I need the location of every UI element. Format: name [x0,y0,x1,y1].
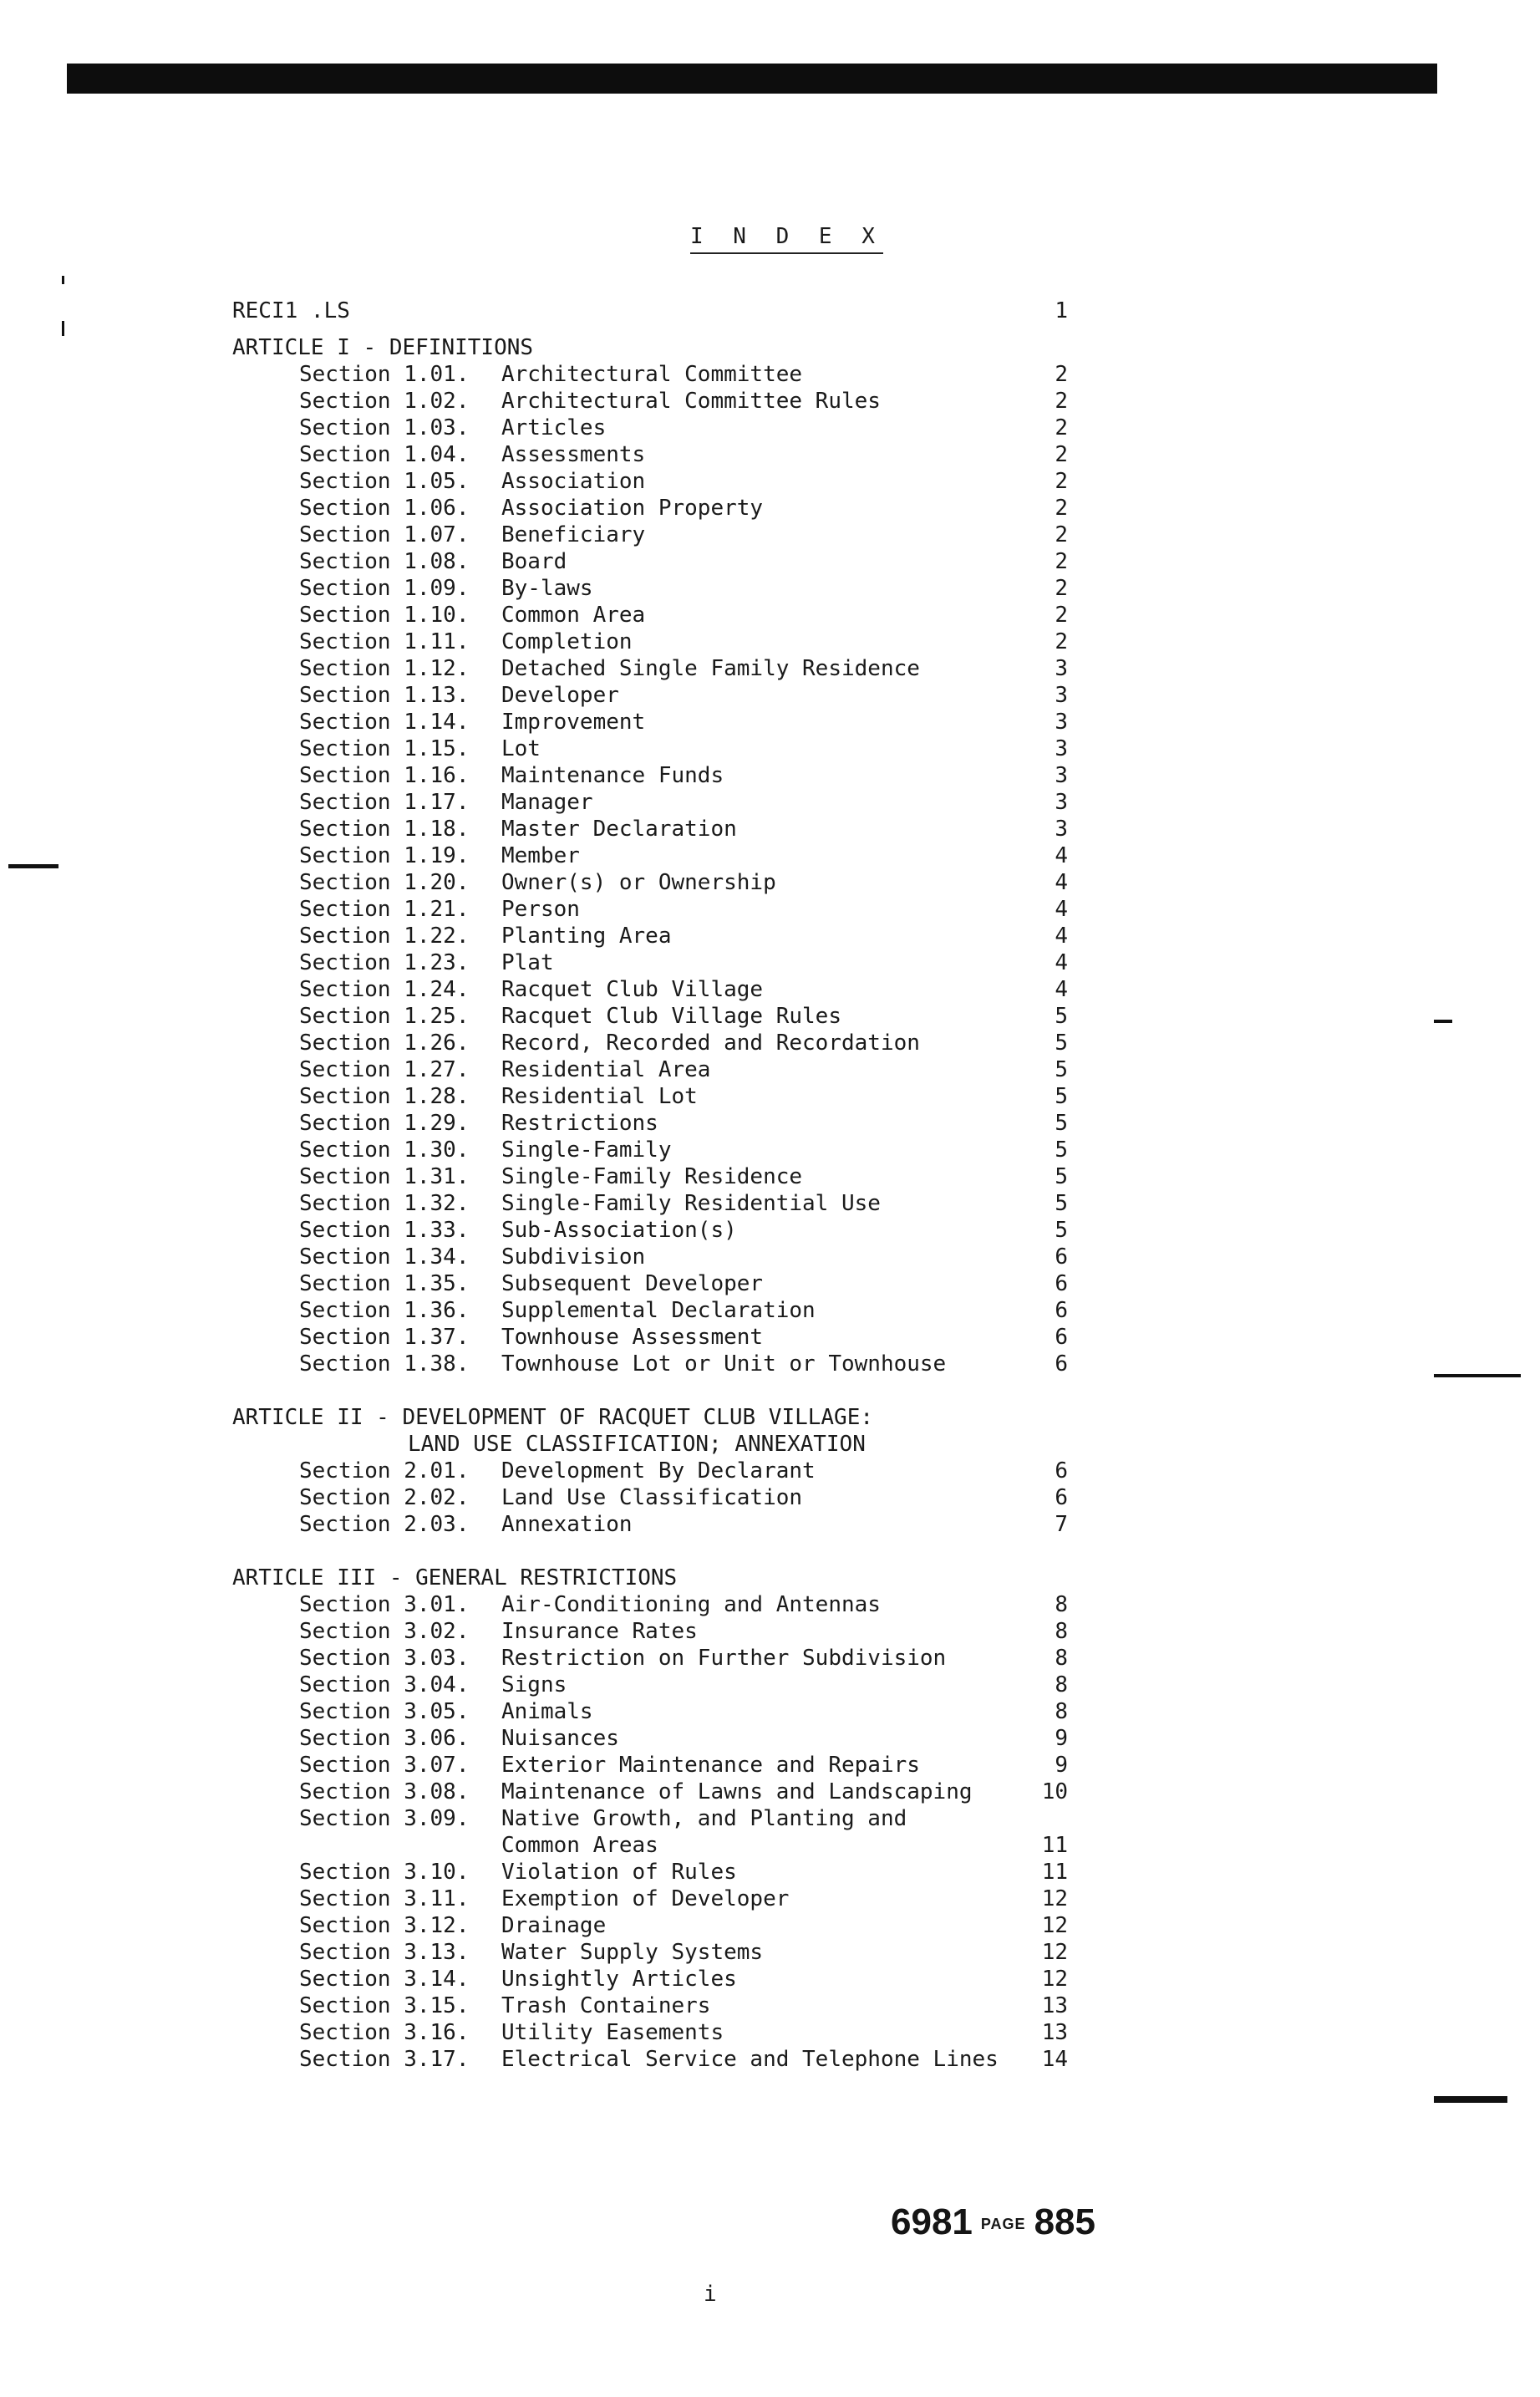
toc-row [226,735,1086,762]
section-page: 8 [1055,1672,1068,1697]
section-number: Section 1.29. [299,1111,470,1136]
toc-row [226,1725,1086,1752]
section-number: Section 1.32. [299,1191,470,1216]
section-page: 12 [1041,1913,1068,1938]
section-title: Association Property [501,496,764,521]
section-number: Section 1.05. [299,469,470,494]
toc-row [226,816,1086,842]
section-page: 4 [1055,843,1068,868]
section-title: Subdivision [501,1244,646,1270]
section-number: Section 3.15. [299,1993,470,2018]
section-title: Plat [501,950,554,975]
section-number: Section 1.16. [299,763,470,788]
section-number: Section 3.07. [299,1753,470,1778]
toc-row [226,1003,1086,1030]
section-number: Section 1.10. [299,603,470,628]
toc-row [226,1912,1086,1939]
section-number: Section 1.18. [299,817,470,842]
section-title: Townhouse Assessment [501,1325,764,1350]
section-page: 13 [1041,2020,1068,2045]
section-page: 2 [1055,496,1068,521]
section-page: 10 [1041,1779,1068,1804]
section-page: 4 [1055,977,1068,1002]
section-number: Section 1.33. [299,1218,470,1243]
section-title: Exterior Maintenance and Repairs [501,1753,920,1778]
section-title: Townhouse Lot or Unit or Townhouse [501,1351,947,1377]
toc-row [226,1698,1086,1725]
section-title: Lot [501,736,541,761]
book-page-stamp [891,2201,1095,2243]
section-number: Section 1.24. [299,977,470,1002]
section-title: Insurance Rates [501,1619,698,1644]
toc-row [226,1083,1086,1110]
section-page: 4 [1055,950,1068,975]
section-number: Section 2.03. [299,1512,470,1537]
section-title: Land Use Classification [501,1485,803,1510]
section-number: Section 1.09. [299,576,470,601]
section-number: Section 1.01. [299,362,470,387]
toc-row [226,1779,1086,1805]
section-number: Section 3.02. [299,1619,470,1644]
section-title: Racquet Club Village Rules [501,1004,841,1029]
section-number: Section 1.27. [299,1057,470,1082]
margin-mark [1434,1374,1521,1377]
section-number: Section 3.06. [299,1726,470,1751]
section-title: Maintenance of Lawns and Landscaping [501,1779,973,1804]
section-number: Section 1.20. [299,870,470,895]
section-title: Common Area [501,603,646,628]
section-number: Section 1.15. [299,736,470,761]
section-page: 5 [1055,1218,1068,1243]
section-title: Member [501,843,580,868]
section-title: Improvement [501,710,646,735]
section-page: 2 [1055,362,1068,387]
section-title: Detached Single Family Residence [501,656,920,681]
section-title: Master Declaration [501,817,737,842]
section-title: Record, Recorded and Recordation [501,1031,920,1056]
section-title: Owner(s) or Ownership [501,870,776,895]
section-page: 8 [1055,1592,1068,1617]
margin-mark [1434,2096,1507,2103]
section-page: 5 [1055,1057,1068,1082]
toc-row [226,575,1086,602]
toc-row [226,1859,1086,1886]
section-page: 3 [1055,656,1068,681]
section-page: 4 [1055,924,1068,949]
section-title: Residential Area [501,1057,711,1082]
section-title: Developer [501,683,619,708]
section-number: Section 3.05. [299,1699,470,1724]
toc-row [226,1966,1086,1992]
section-title: Architectural Committee Rules [501,389,881,414]
section-page: 6 [1055,1325,1068,1350]
section-page: 8 [1055,1619,1068,1644]
section-number: Section 1.26. [299,1031,470,1056]
toc-row [226,1458,1086,1484]
section-page: 2 [1055,442,1068,467]
section-number: Section 1.08. [299,549,470,574]
section-number: Section 2.01. [299,1458,470,1483]
section-number: Section 1.37. [299,1325,470,1350]
section-number: Section 3.08. [299,1779,470,1804]
section-number: Section 3.09. [299,1806,470,1831]
section-page: 4 [1055,897,1068,922]
section-number: Section 1.25. [299,1004,470,1029]
article-heading: ARTICLE III - GENERAL RESTRICTIONS [232,1565,678,1590]
section-page: 2 [1055,389,1068,414]
section-title: Beneficiary [501,522,646,547]
toc-row [226,709,1086,735]
section-title: Planting Area [501,924,672,949]
margin-mark [8,864,58,868]
section-number: Section 1.13. [299,683,470,708]
section-title: By-laws [501,576,593,601]
section-number: Section 1.30. [299,1137,470,1163]
section-number: Section 3.03. [299,1646,470,1671]
section-title: Restriction on Further Subdivision [501,1646,947,1671]
section-page: 13 [1041,1993,1068,2018]
section-title: Nuisances [501,1726,619,1751]
toc-row [226,682,1086,709]
toc-row [226,388,1086,415]
section-title: Person [501,897,580,922]
toc-row [226,1244,1086,1270]
recitals-page: 1 [1055,298,1068,323]
section-page: 5 [1055,1137,1068,1163]
section-number: Section 1.11. [299,629,470,654]
section-page: 3 [1055,790,1068,815]
toc-row [226,789,1086,816]
section-page: 5 [1055,1191,1068,1216]
section-number: Section 3.01. [299,1592,470,1617]
section-number: Section 1.06. [299,496,470,521]
toc-row [226,602,1086,629]
section-page: 6 [1055,1458,1068,1483]
section-page: 5 [1055,1031,1068,1056]
section-page: 6 [1055,1298,1068,1323]
section-page: 5 [1055,1164,1068,1189]
section-page: 5 [1055,1004,1068,1029]
article-heading: ARTICLE II - DEVELOPMENT OF RACQUET CLUB VILLAGE: [232,1405,874,1430]
section-title: Violation of Rules [501,1860,737,1885]
section-number: Section 1.04. [299,442,470,467]
section-page: 3 [1055,817,1068,842]
section-title: Racquet Club Village [501,977,764,1002]
book-page-number: 885 [1034,2201,1095,2242]
toc-row [226,1591,1086,1618]
section-number: Section 1.23. [299,950,470,975]
section-title: Development By Declarant [501,1458,816,1483]
section-title: Single-Family [501,1137,672,1163]
margin-mark [62,276,64,284]
article-heading: ARTICLE I - DEFINITIONS [232,335,534,360]
section-page: 9 [1055,1753,1068,1778]
section-page: 14 [1041,2047,1068,2072]
section-number: Section 3.13. [299,1940,470,1965]
article-heading-cont: LAND USE CLASSIFICATION; ANNEXATION [408,1432,866,1457]
section-title: Air-Conditioning and Antennas [501,1592,881,1617]
section-number: Section 1.14. [299,710,470,735]
section-page: 3 [1055,763,1068,788]
section-page: 3 [1055,683,1068,708]
toc-row [226,1270,1086,1297]
section-title: Board [501,549,567,574]
toc-row [226,896,1086,923]
section-title-cont: Common Areas [501,1833,658,1858]
section-number: Section 1.35. [299,1271,470,1296]
section-title: Assessments [501,442,646,467]
section-page: 12 [1041,1940,1068,1965]
section-number: Section 3.12. [299,1913,470,1938]
toc-row [226,1163,1086,1190]
toc-row-recitals [226,298,1086,324]
section-number: Section 1.34. [299,1244,470,1270]
toc-row [226,1618,1086,1645]
section-page: 3 [1055,710,1068,735]
section-page: 6 [1055,1485,1068,1510]
section-title: Unsightly Articles [501,1967,737,1992]
section-title: Sub-Association(s) [501,1218,737,1243]
toc-row [226,415,1086,441]
section-number: Section 1.21. [299,897,470,922]
section-page: 11 [1041,1833,1068,1858]
recitals-label: RECI1 .LS [232,298,350,323]
section-title: Single-Family Residential Use [501,1191,881,1216]
section-page: 6 [1055,1244,1068,1270]
toc-row [226,1939,1086,1966]
section-page: 7 [1055,1512,1068,1537]
index-title: I N D E X [690,224,883,254]
toc-row [226,468,1086,495]
toc-row [226,2046,1086,2073]
toc-row [226,1672,1086,1698]
toc-row [226,441,1086,468]
toc-row [226,1056,1086,1083]
section-number: Section 1.02. [299,389,470,414]
section-number: Section 3.04. [299,1672,470,1697]
toc-row [226,1110,1086,1137]
section-number: Section 1.38. [299,1351,470,1377]
folio: i [704,2282,717,2307]
section-title: Water Supply Systems [501,1940,764,1965]
section-title: Utility Easements [501,2020,724,2045]
toc-row [226,1030,1086,1056]
toc-row [226,1351,1086,1377]
margin-mark [1434,1020,1452,1023]
toc-row [226,1484,1086,1511]
toc-row [226,869,1086,896]
section-number: Section 1.12. [299,656,470,681]
section-number: Section 1.17. [299,790,470,815]
toc-row [226,976,1086,1003]
section-page: 8 [1055,1646,1068,1671]
section-number: Section 1.22. [299,924,470,949]
section-title: Subsequent Developer [501,1271,764,1296]
toc-row [226,655,1086,682]
toc-row [226,1324,1086,1351]
page-label: PAGE [980,2215,1026,2232]
section-page: 11 [1041,1860,1068,1885]
section-title: Signs [501,1672,567,1697]
toc-row [226,1645,1086,1672]
toc-row [226,1992,1086,2019]
section-page: 2 [1055,603,1068,628]
section-page: 2 [1055,415,1068,440]
toc-row [226,522,1086,548]
section-number: Section 3.11. [299,1886,470,1911]
toc-row [226,1137,1086,1163]
section-title: Electrical Service and Telephone Lines [501,2047,999,2072]
section-page: 3 [1055,736,1068,761]
toc-row [226,1297,1086,1324]
section-number: Section 1.31. [299,1164,470,1189]
section-number: Section 3.10. [299,1860,470,1885]
section-page: 6 [1055,1271,1068,1296]
section-title: Supplemental Declaration [501,1298,816,1323]
section-page: 4 [1055,870,1068,895]
section-title: Completion [501,629,633,654]
section-title: Single-Family Residence [501,1164,803,1189]
section-number: Section 1.19. [299,843,470,868]
section-number: Section 1.36. [299,1298,470,1323]
toc-row [226,1886,1086,1912]
section-page: 2 [1055,522,1068,547]
section-title: Restrictions [501,1111,658,1136]
table-of-contents [226,298,1086,2099]
section-page: 5 [1055,1111,1068,1136]
toc-row [226,548,1086,575]
section-title: Trash Containers [501,1993,711,2018]
section-page: 9 [1055,1726,1068,1751]
section-title: Articles [501,415,607,440]
scan-top-bar [67,64,1437,94]
section-number: Section 2.02. [299,1485,470,1510]
section-number: Section 1.07. [299,522,470,547]
book-number: 6981 [891,2201,973,2242]
section-page: 8 [1055,1699,1068,1724]
toc-row [226,361,1086,388]
section-number: Section 3.14. [299,1967,470,1992]
toc-row [226,1805,1086,1832]
toc-row [226,1511,1086,1538]
section-title: Native Growth, and Planting and [501,1806,907,1831]
toc-row [226,949,1086,976]
section-page: 2 [1055,576,1068,601]
section-title: Residential Lot [501,1084,698,1109]
section-title: Animals [501,1699,593,1724]
toc-row [226,923,1086,949]
toc-row [226,762,1086,789]
section-title: Architectural Committee [501,362,803,387]
toc-row [226,1217,1086,1244]
section-number: Section 3.17. [299,2047,470,2072]
section-page: 12 [1041,1886,1068,1911]
section-title: Drainage [501,1913,607,1938]
toc-row [226,1190,1086,1217]
toc-row [226,2019,1086,2046]
toc-row [226,842,1086,869]
section-number: Section 3.16. [299,2020,470,2045]
section-title: Manager [501,790,593,815]
section-page: 5 [1055,1084,1068,1109]
section-title: Association [501,469,646,494]
margin-mark [62,321,64,336]
section-number: Section 1.03. [299,415,470,440]
section-page: 12 [1041,1967,1068,1992]
section-page: 6 [1055,1351,1068,1377]
toc-row [226,629,1086,655]
section-page: 2 [1055,469,1068,494]
section-title: Maintenance Funds [501,763,724,788]
toc-row [226,1752,1086,1779]
section-page: 2 [1055,549,1068,574]
toc-row [226,495,1086,522]
section-title: Exemption of Developer [501,1886,790,1911]
toc-row-cont [226,1832,1086,1859]
section-title: Annexation [501,1512,633,1537]
section-page: 2 [1055,629,1068,654]
section-number: Section 1.28. [299,1084,470,1109]
